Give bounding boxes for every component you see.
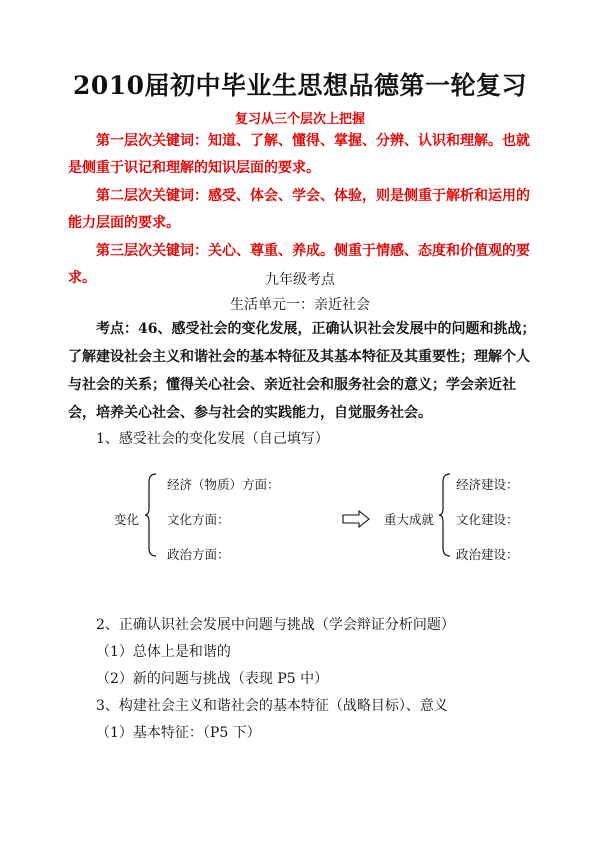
culture-construction-item: 文化建设： bbox=[456, 512, 519, 527]
item-3-sub-1: （1）基本特征：（P5 下） bbox=[96, 725, 261, 741]
right-brace-icon bbox=[438, 472, 452, 558]
achievement-label: 重大成就 bbox=[384, 512, 435, 527]
politics-construction-item: 政治建设： bbox=[456, 547, 519, 562]
item-2-sub-1: （1）总体上是和谐的 bbox=[96, 644, 231, 660]
change-label: 变化 bbox=[114, 512, 140, 527]
unit-heading: 生活单元一：亲近社会 bbox=[230, 297, 370, 313]
review-subtitle: 复习从三个层次上把握 bbox=[234, 112, 365, 127]
economy-construction-item: 经济建设： bbox=[456, 477, 519, 492]
politics-change-item: 政治方面： bbox=[167, 547, 230, 562]
economy-change-item: 经济（物质）方面： bbox=[167, 477, 280, 492]
item-1-heading: 1、感受社会的变化发展（自己填写） bbox=[96, 431, 329, 447]
level-one-text: 第一层次关键词：知道、了解、懂得、掌握、分辨、认识和理解。也就是侧重于识记和理解的知识层面的要求。 bbox=[68, 133, 530, 176]
arrow-right-icon bbox=[342, 510, 370, 528]
item-2-sub-2: （2）新的问题与挑战（表现 P5 中） bbox=[96, 671, 329, 687]
item-2-heading: 2、正确认识社会发展中问题与挑战（学会辩证分析问题） bbox=[96, 617, 455, 633]
level-two-text: 第二层次关键词：感受、体会、学会、体验，则是侧重于解析和运用的能力层面的要求。 bbox=[68, 188, 530, 231]
document-title: 2010届初中毕业生思想品德第一轮复习 bbox=[72, 71, 528, 100]
left-brace-icon bbox=[144, 472, 158, 558]
item-3-heading: 3、构建社会主义和谐社会的基本特征（战略目标）、意义 bbox=[96, 698, 448, 714]
grade-heading: 九年级考点 bbox=[265, 272, 335, 288]
exam-point-paragraph: 考点：46、感受社会的变化发展，正确认识社会发展中的问题和挑战；了解建设社会主义和谐社会的基本特征及其基本特征及其重要性；理解个人与社会的关系；懂得关心社会、亲近社会和服务社会的意义；学会亲近社会，培养关心社会、参与社会的实践能力，自觉服务社会。 bbox=[68, 321, 536, 421]
level-three-text: 第三层次关键词：关心、尊重、养成。侧重于情感、态度和价值观的要求。 bbox=[68, 243, 530, 286]
culture-change-item: 文化方面： bbox=[167, 512, 230, 527]
